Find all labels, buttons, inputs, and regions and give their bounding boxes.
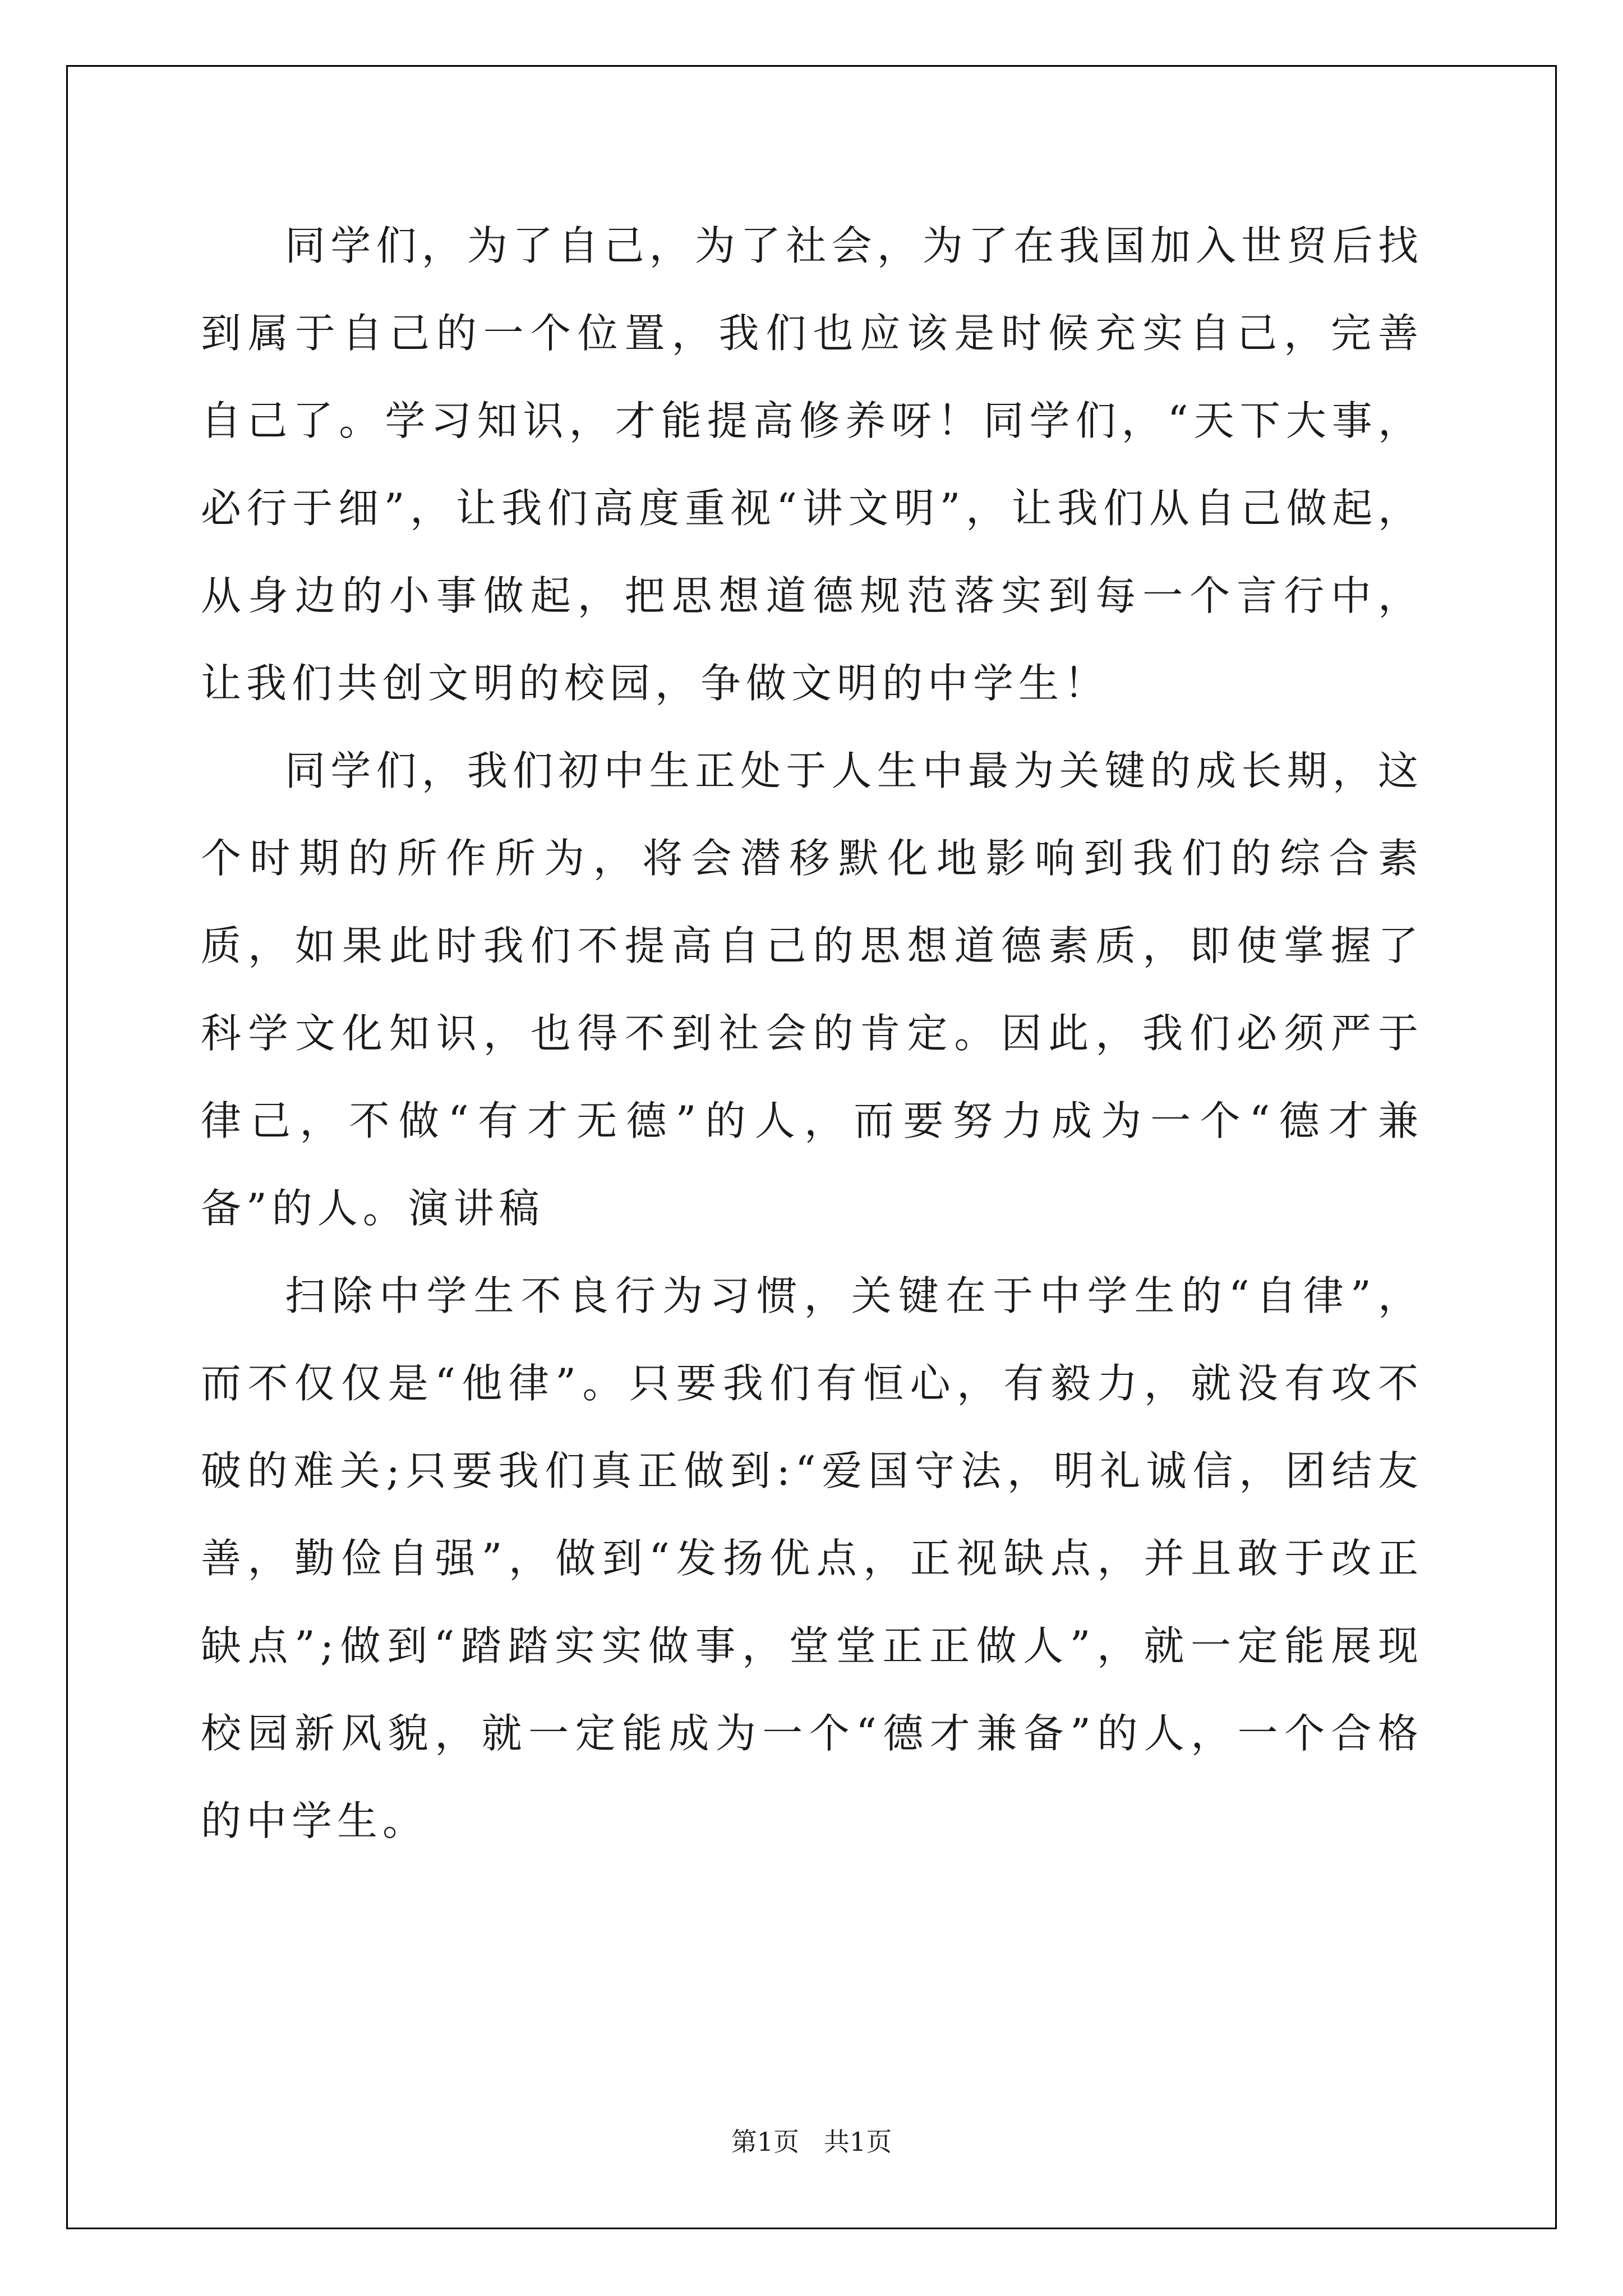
paragraph-1: 同学们，为了自己，为了社会，为了在我国加入世贸后找到属于自己的一个位置，我们也应该是时候充实自己，完善自己了。学习知识，才能提高修养呀！同学们，“天下大事，必行于细”，让我们高度重视“讲文明”，让我们从自己做起，从身边的小事做起，把思想道德规范落实到每一个言行中，让我们共创文明的校园，争做文明的中学生！ (201, 222, 1423, 707)
paragraph-3: 扫除中学生不良行为习惯，关键在于中学生的“自律”，而不仅仅是“他律”。只要我们有恒心，有毅力，就没有攻不破的难关;只要我们真正做到:“爱国守法，明礼诚信，团结友善，勤俭自强”，做到“发扬优点，正视缺点，并且敢于改正缺点”;做到“踏踏实实做事，堂堂正正做人”，就一定能展现校园新风貌，就一定能成为一个“德才兼备”的人，一个合格的中学生。 (201, 1272, 1423, 1844)
paragraph-2: 同学们，我们初中生正处于人生中最为关键的成长期，这个时期的所作所为，将会潜移默化地影响到我们的综合素质，如果此时我们不提高自己的思想道德素质，即使掌握了科学文化知识，也得不到社会的肯定。因此，我们必须严于律己，不做“有才无德”的人，而要努力成为一个“德才兼备”的人。演讲稿 (201, 747, 1423, 1232)
page-number-footer: 第1页 共1页 (731, 2127, 892, 2157)
document-body (201, 202, 1423, 1865)
